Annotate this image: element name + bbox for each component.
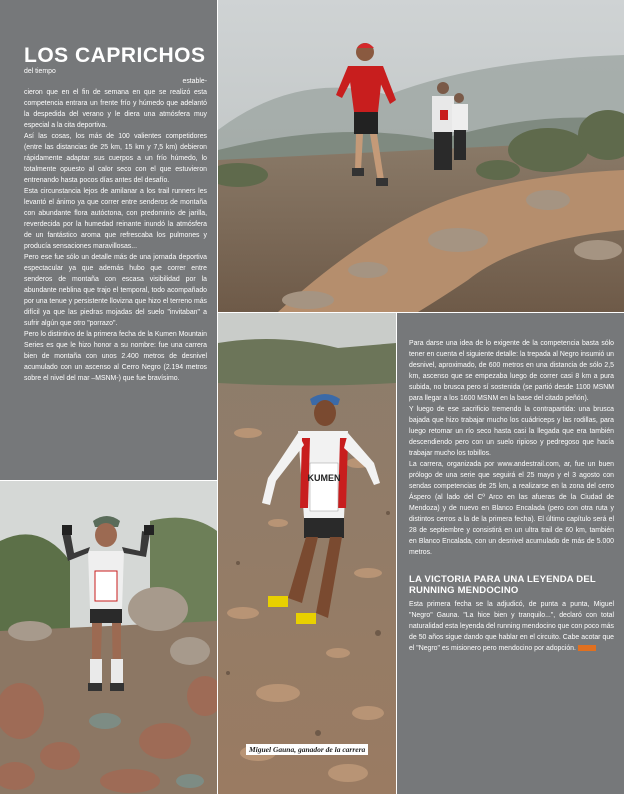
intro-paragraph: cieron que en el fin de semana en que se realizó esta competencia entrara un frente frío y húmedo que adelantó la despedida del verano y le diera una atmósfera muy especial a la cita deportiva. [24,89,207,129]
headline-tail: del tiempo [24,68,56,75]
winner-runner-photo [218,313,396,794]
photo-caption: Miguel Gauna, ganador de la carrera [246,744,368,755]
left-body [24,131,207,384]
left-text-panel [0,0,217,480]
headline-line [24,44,207,77]
headline: LOS CAPRICHOS [24,44,206,67]
paragraph: Y luego de ese sacrificio tremendo la contrapartida: una brusca bajada que hizo trabajar mucho los cuádriceps y las rodillas, para luego retomar un río seco hasta casi la llegada que era también descendiendo pero con un suelo ripioso y pedregoso que hacía trabajar mucho los tobillos. [409,406,614,457]
headline-tail-2: estable- [182,78,207,85]
paragraph: Esta circunstancia lejos de amilanar a los trail runners les levantó el ánimo ya que correr entre senderos de montaña con abundante flora autóctona, con predominio de jarilla, reverdecida por la humedad reinante inundó la atmósfera de un fantástico aroma que refrescaba los pulmones y producía sensaciones maravillosas... [24,188,207,250]
section-paragraph: Esta primera fecha se la adjudicó, de punta a punta, Miguel "Negro" Gauna. "La hice bien y tranquilo...", declaró con total naturalidad esta leyenda del running mendocino que con poco más de 50 años sigue dando que hablar en el circuito. Cabe acotar que el "Negro" es misionero pero mendocino por adopción. [409,601,614,652]
right-text-panel [397,313,624,794]
section-heading: LA VICTORIA PARA UNA LEYENDA DEL RUNNING MENDOCINO [409,574,596,596]
paragraph: La carrera, organizada por www.andestrail.com, ar, fue un buen prólogo de una serie que seguirá el 25 mayo y el 3 agosto con sendas competencias de 25 km, a realizarse en la zona del cerro Áspero (al lado del Cº Arco en las afueras de la Ciudad de Mendoza) y de nuevo en Blanco Encalada (pero con otra ruta y distintos cerros a la de la primera fecha). El último capítulo será el 28 de septiembre y consistirá en un ultra trail de 60 km, también en Blanco Encalada, con un desnivel acumulado de más de 5.000 metros. [409,461,614,556]
section-body [409,599,614,654]
end-mark [578,645,596,651]
paragraph: Pero lo distintivo de la primera fecha de la Kumen Mountain Series es que le hizo honor a su nombre: fue una carrera bien de montaña con unos 2.400 metros de desnivel acumulado con un ascenso al Cerro Negro (2.194 metros sobre el nivel del mar –MSNM-) que fue bravísimo. [24,331,207,382]
trail-runners-photo [218,0,624,312]
right-body [409,338,614,558]
female-runner-photo [0,481,217,794]
paragraph: Así las cosas, los más de 100 valientes competidores (entre las distancias de 25 km, 15 km y 7,5 km) debieron rápidamente adaptar sus cuerpos a un frío húmedo, lo totalmente opuesto al calor seco con el que estuvieron entrenando hasta pocos días antes del desafío. [24,133,207,184]
paragraph: Pero ese fue sólo un detalle más de una jornada deportiva espectacular ya que además hubo que correr entre senderos de montaña con escasa visibilidad por la abundante neblina que trajo el temporal, todo acompañado por una tenue y persistente llovizna que hizo el terreno más difícil ya que las piedras mojadas del suelo "invitaban" a sufrir algún que otro "porrazo". [24,254,207,327]
bib-text: KUMEN [307,473,341,483]
paragraph: Para darse una idea de lo exigente de la competencia basta sólo tener en cuenta el siguiente detalle: la trepada al Negro insumió un desnivel, aproximado, de 600 metros en una distancia de sólo 2,5 km, ascenso que se empezaba luego de correr casi 8 km a pura subida, no brusca pero sí sostenida (se partió desde 1100 MSNM para llegar a los 1600 MSNM en la base del citado peñón). [409,340,614,402]
